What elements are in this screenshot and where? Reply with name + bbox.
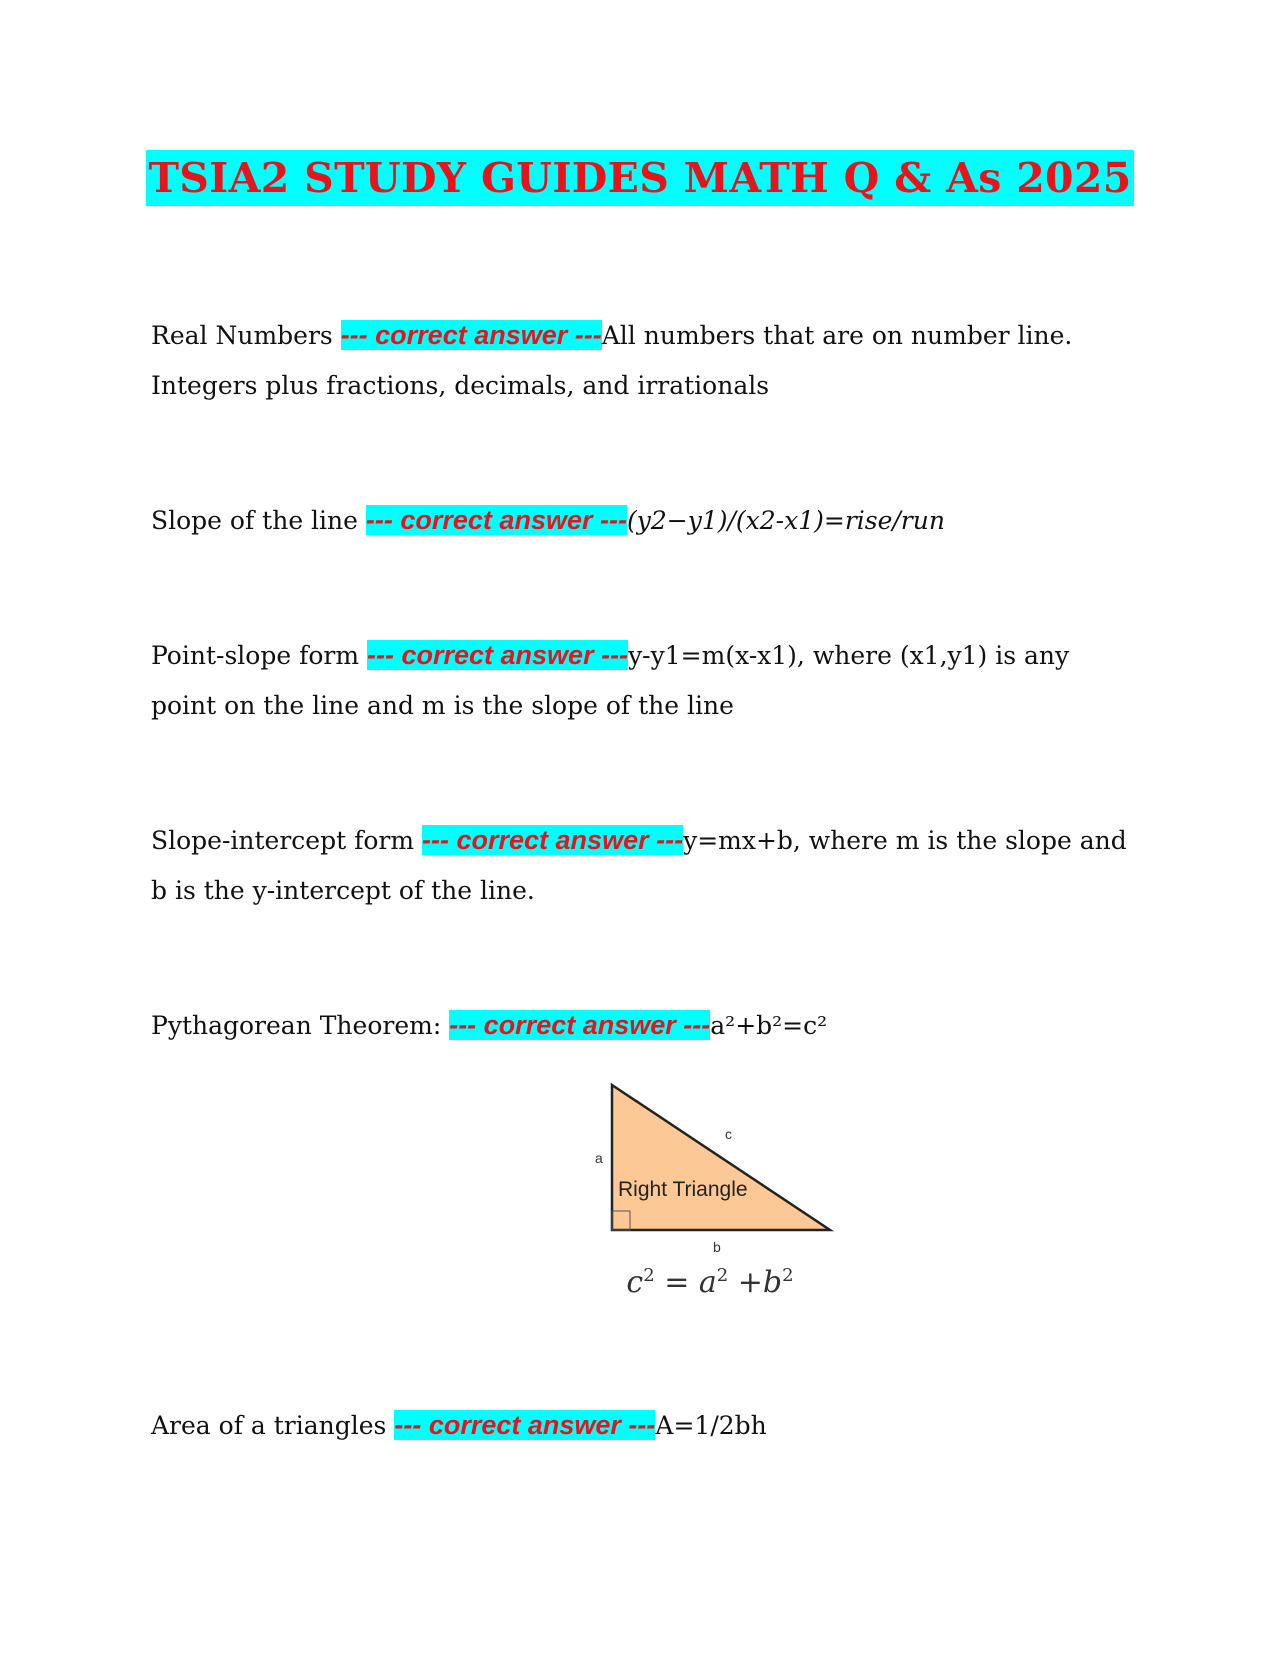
answer-marker: --- correct answer --- [449, 1010, 711, 1040]
answer: y=mx+b, where m is the slope and b is the y-intercept of the line. [151, 826, 1127, 905]
qa-item-point-slope [151, 630, 1136, 731]
side-c-label: c [725, 1126, 732, 1142]
answer: All numbers that are on number line. Integers plus fractions, decimals, and irrationals [151, 321, 1073, 400]
formula-exp: 2 [782, 1265, 794, 1286]
triangle-shape [612, 1085, 830, 1230]
qa-item-slope-intercept [151, 815, 1136, 916]
triangle-label: Right Triangle [618, 1178, 748, 1201]
term: Slope of the line [151, 506, 358, 535]
term: Area of a triangles [151, 1411, 387, 1440]
formula-b: b [762, 1265, 783, 1300]
answer-marker: --- correct answer --- [422, 825, 684, 855]
formula-eq: = [664, 1265, 690, 1300]
term: Point-slope form [151, 641, 360, 670]
answer-marker: --- correct answer --- [367, 640, 629, 670]
side-a-label: a [595, 1150, 603, 1166]
qa-item-real-numbers [151, 310, 1136, 411]
answer: (y2−y1)/(x2-x1)=rise/run [626, 506, 945, 535]
answer-marker: --- correct answer --- [340, 320, 602, 350]
formula-c: c [626, 1265, 644, 1300]
answer: a²+b²=c² [710, 1011, 828, 1040]
formula-a: a [698, 1265, 717, 1300]
answer-marker: --- correct answer --- [365, 505, 627, 535]
qa-item-triangle-area [151, 1400, 1136, 1451]
term: Pythagorean Theorem: [151, 1011, 442, 1040]
answer: y-y1=m(x-x1), where (x1,y1) is any point on the line and m is the slope of the line [151, 641, 1070, 720]
formula-exp: 2 [643, 1265, 655, 1286]
pythagorean-formula [560, 1265, 860, 1300]
document-title: TSIA2 STUDY GUIDES MATH Q & As 2025 [146, 150, 1133, 206]
answer: A=1/2bh [655, 1411, 767, 1440]
formula-plus: + [737, 1265, 763, 1300]
side-b-label: b [713, 1239, 721, 1255]
formula-exp: 2 [716, 1265, 729, 1286]
term: Slope-intercept form [151, 826, 415, 855]
term: Real Numbers [151, 321, 333, 350]
title-wrap [0, 150, 1280, 206]
answer-marker: --- correct answer --- [394, 1410, 656, 1440]
qa-item-pythagorean [151, 1000, 1136, 1051]
qa-item-slope [151, 495, 1136, 546]
